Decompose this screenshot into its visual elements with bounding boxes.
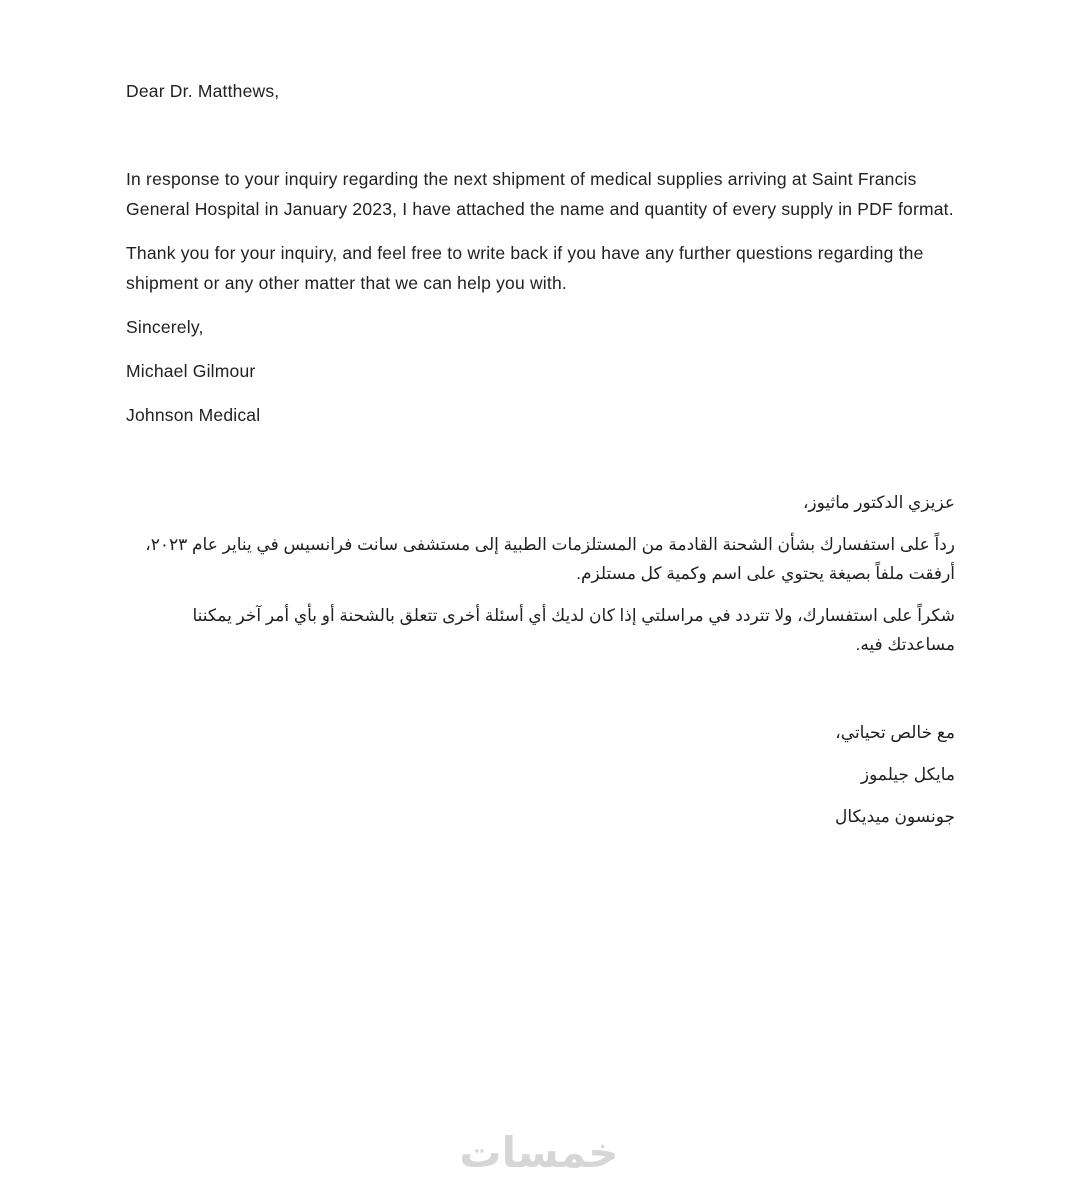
english-letter [126,76,955,430]
arabic-closing: مع خالص تحياتي، [835,723,955,742]
english-signature-name: Michael Gilmour [126,361,256,381]
arabic-paragraph-2: شكراً على استفسارك، ولا تتردد في مراسلتي إذا كان لديك أي أسئلة أخرى تتعلق بالشحنة أو بأي أمر آخر يمكننا مساعدتك فيه. [192,606,955,654]
english-closing: Sincerely, [126,317,204,337]
english-signature-company: Johnson Medical [126,405,261,425]
english-paragraph-1: In response to your inquiry regarding the next shipment of medical supplies arriving at Saint Francis General Hospital in January 2023, I have attached the name and quantity of every supply in PDF format. [126,169,954,219]
khamsat-watermark-logo: خمسات [459,1128,619,1177]
arabic-signature-company: جونسون ميديكال [835,807,955,826]
arabic-greeting: عزيزي الدكتور ماثيوز، [802,493,955,512]
english-greeting: Dear Dr. Matthews, [126,81,280,101]
arabic-letter [126,488,955,831]
english-paragraph-2: Thank you for your inquiry, and feel free to write back if you have any further questions regarding the shipment or any other matter that we can help you with. [126,243,924,293]
arabic-paragraph-1: رداً على استفسارك بشأن الشحنة القادمة من المستلزمات الطبية إلى مستشفى سانت فرانسيس في يناير عام ٢٠٢٣، أرفقت ملفاً بصيغة يحتوي على اسم وكمية كل مستلزم. [145,535,955,583]
arabic-signature-name: مايكل جيلموز [860,765,955,784]
